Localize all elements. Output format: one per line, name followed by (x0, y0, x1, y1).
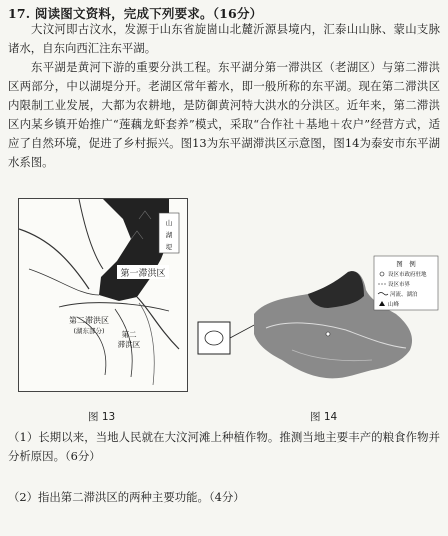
legend-item-boundary: 设区市界 (388, 282, 411, 288)
zone2b-label-2: 滞洪区 (117, 340, 141, 349)
zone2-sub-label: (湖东部分) (73, 327, 105, 335)
figure-13-map (18, 198, 188, 392)
intro-paragraph-2: 东平湖是黄河下游的重要分洪工程。东平湖分第一滞洪区（老湖区）与第二滞洪区两部分，中以湖堤分开。老湖区常年蓄水，即一般所称的东平湖。现在第二滞洪区内限制工业发展，大都为农耕地，是防御黄河特大洪水的分洪区。近年来，第二滞洪区内某乡镇开始推广“莲藕龙虾套养”模式，采取“合作社＋基地＋农户”经营方式，适应了自然环境，促进了乡村振兴。图13为东平湖滞洪区示意图，图14为泰安市东平湖水系图。 (8, 60, 440, 169)
zone2-label: 第二滞洪区 (69, 316, 109, 325)
legend-title: 图 例 (396, 260, 416, 268)
figure-13-caption: 图 13 (88, 411, 116, 423)
legend-item-river: 河流、湖泊 (390, 292, 418, 298)
figure-14-caption: 图 14 (310, 411, 338, 423)
intro-paragraph-1: 大汶河即古汶水，发源于山东省旋崮山北麓沂源县境内，汇泰山山脉、蒙山支脉诸水，自东向西汇注东平湖。 (8, 22, 440, 55)
figure-14-map (196, 250, 442, 405)
zone2b-label: 第二 (121, 330, 137, 339)
subquestion-2: （2）指出第二滞洪区的两种主要功能。（4分） (8, 490, 245, 504)
legend-dike: 堤 (165, 243, 173, 251)
subquestion-1: （1）长期以来，当地人民就在大汶河滩上种植作物。推测当地主要丰产的粮食作物并分析原因。（6分） (8, 430, 440, 463)
zone1-label: 第一滞洪区 (120, 269, 166, 279)
legend-lake: 湖 (165, 231, 173, 239)
legend-item-peak: 山峰 (388, 302, 400, 308)
legend-mountain: 山 (165, 219, 173, 227)
first-flood-zone-lake (99, 199, 169, 301)
question-heading: 17. 阅读图文资料，完成下列要求。（16分） (8, 6, 263, 21)
legend-item-capital: 设区市政府驻地 (388, 272, 427, 278)
